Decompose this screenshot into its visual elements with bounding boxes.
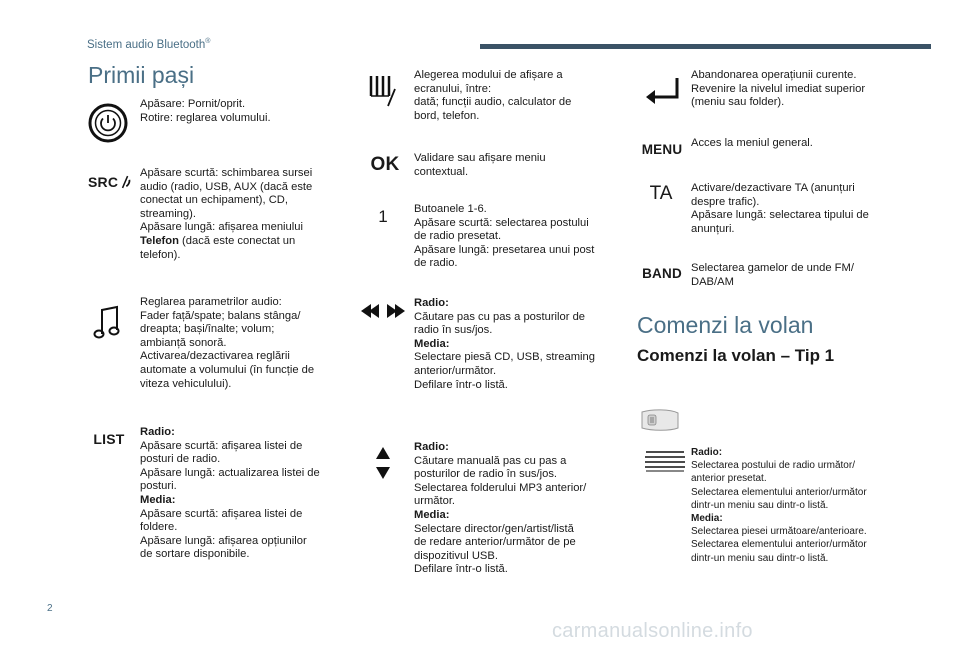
thumbwheel-icon (643, 450, 687, 472)
watermark: carmanualsonline.info (552, 620, 753, 642)
preset-description: Butoanele 1-6. Apăsare scurtă: selectarea postului de radio presetat. Apăsare lungă: presetarea unui post de radio. (414, 203, 595, 270)
list-button-icon: LIST (93, 431, 125, 447)
preset-button-icon: 1 (378, 207, 388, 226)
thumbwheel-description: Radio: Selectarea postului de radio următor/ anterior presetat. Selectarea elementului anterior/următor dintr-un meniu sau dintr-o listă. Media: Selectarea piesei următoare/anterioare. Selectarea elementului anterior/următor dintr-un meniu sau dintr-o listă. (691, 447, 867, 564)
back-arrow-icon (643, 75, 683, 109)
ok-description: Validare sau afișare meniu contextual. (414, 152, 546, 178)
list-description: Radio: Apăsare scurtă: afișarea listei de posturi de radio. Apăsare lungă: actualizarea listei de posturi. Media: Apăsare scurtă: afișarea listei de foldere. Apăsare lungă: afișarea opțiunilor de sortare disponibile. (140, 426, 320, 561)
src-phone-icon: SRC (88, 172, 132, 192)
band-description: Selectarea gamelor de unde FM/ DAB/AM (691, 262, 854, 288)
section-title-first-steps: Primii pași (88, 62, 195, 88)
manual-seek-description: Radio: Căutare manuală pas cu pas a posturilor de radio în sus/jos. Selectarea folderului MP3 anterior/ următor. Media: Selectare director/gen/artist/listă de redare anterior/următor de pe dispozitivul USB. Defilare într-o listă. (414, 441, 587, 576)
subsection-title-wheel-type-1: Comenzi la volan – Tip 1 (637, 346, 835, 365)
steering-wheel-controls-icon (640, 408, 680, 432)
header-bar (480, 44, 931, 49)
back-description: Abandonarea operațiunii curente. Revenire la nivelul imediat superior (meniu sau folder). (691, 69, 866, 109)
power-description: Apăsare: Pornit/oprit. Rotire: reglarea volumului. (140, 98, 271, 124)
ok-button-icon: OK (370, 154, 400, 175)
power-knob-icon (88, 102, 128, 144)
page-number: 2 (47, 603, 53, 614)
audio-settings-description: Reglarea parametrilor audio: Fader față/spate; balans stânga/ dreapta; bași/înalte; volum; ambianță sonoră. Activarea/dezactivarea reglării automate a volumului (în funcție de viteza vehiculului). (140, 296, 315, 390)
running-header: Sistem audio Bluetooth® (87, 38, 211, 51)
seek-description: Radio: Căutare pas cu pas a posturilor de radio în sus/jos. Media: Selectare piesă CD, USB, streaming anterior/următor. Defilare într-o listă. (414, 297, 595, 391)
ta-button-icon: TA (649, 183, 673, 204)
up-down-arrows-icon (374, 446, 392, 480)
display-mode-description: Alegerea modului de afișare a ecranului, între: dată; funcții audio, calculator de bord, telefon. (414, 69, 572, 122)
display-mode-icon (367, 74, 399, 108)
seek-left-right-icon (361, 303, 405, 319)
band-button-icon: BAND (642, 265, 682, 281)
music-note-icon (92, 304, 122, 340)
ta-description: Activare/dezactivare TA (anunțuri despre trafic). Apăsare lungă: selectarea tipului de anunțuri. (691, 182, 869, 235)
section-title-wheel: Comenzi la volan (637, 312, 814, 338)
menu-description: Acces la meniul general. (691, 137, 813, 149)
src-description: Apăsare scurtă: schimbarea sursei audio (radio, USB, AUX (dacă este conectat un echipament), CD, streaming). Apăsare lungă: afișarea meniului Telefon (dacă este conectat un telefon). (140, 167, 313, 261)
menu-button-icon: MENU (641, 141, 683, 157)
